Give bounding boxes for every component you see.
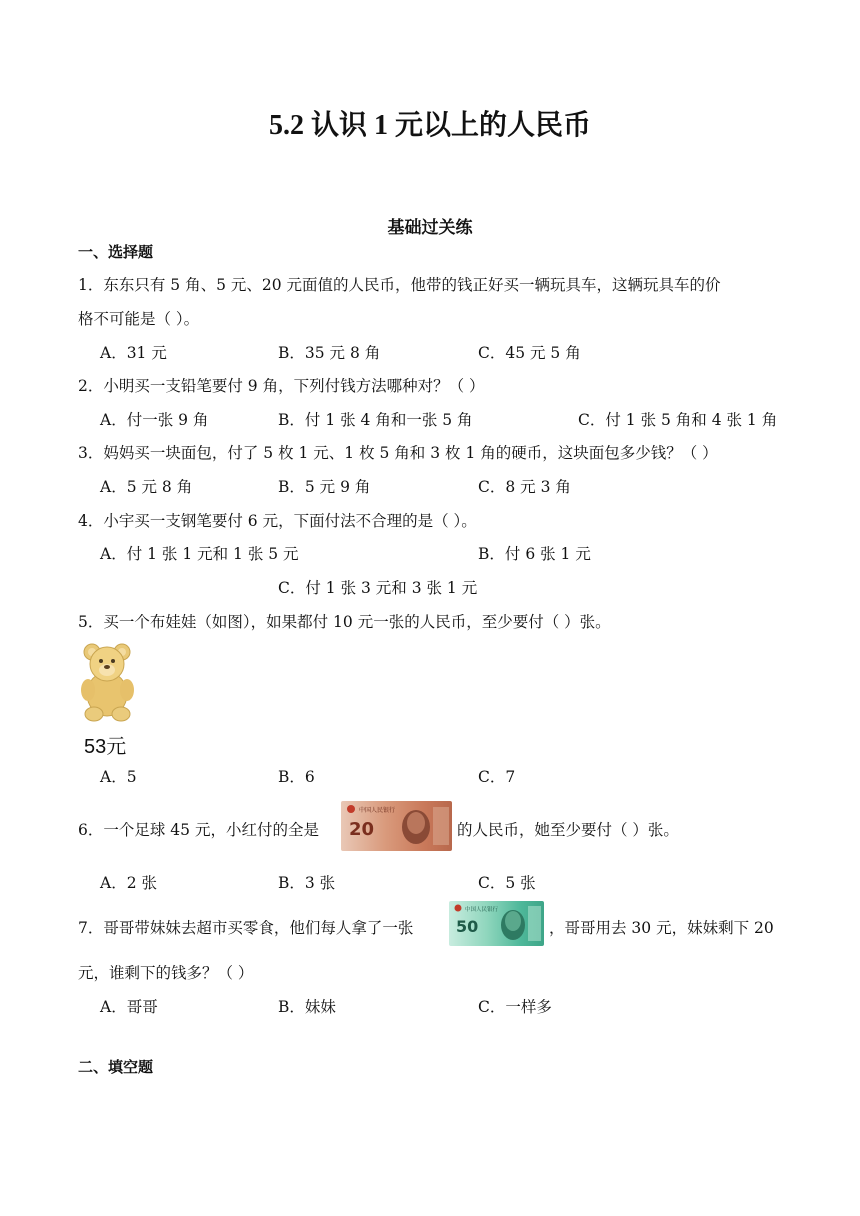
q1-option-b[interactable]: B．35 元 8 角: [278, 344, 381, 362]
q4-option-a[interactable]: A．付 1 张 1 元和 1 张 5 元: [100, 545, 299, 563]
q5-option-b[interactable]: B．6: [278, 768, 315, 786]
question-1-text: 1．东东只有 5 角、5 元、20 元面值的人民币，他带的钱正好买一辆玩具车，这辆玩具车的价: [78, 276, 721, 294]
question-6-text-cont: 的人民币，她至少要付（ ）张。: [457, 821, 679, 839]
q1-option-c[interactable]: C．45 元 5 角: [478, 344, 581, 362]
question-3-text: 3．妈妈买一块面包，付了 5 枚 1 元、1 枚 5 角和 3 枚 1 角的硬币，这块面包多少钱？（ ）: [78, 444, 718, 462]
q4-option-c[interactable]: C．付 1 张 3 元和 3 张 1 元: [278, 579, 478, 597]
q5-option-c[interactable]: C．7: [478, 768, 516, 786]
q7-option-b[interactable]: B．妹妹: [278, 998, 336, 1016]
q5-option-a[interactable]: A．5: [100, 768, 137, 786]
question-2-text: 2．小明买一支铅笔要付 9 角，下列付钱方法哪种对？（ ）: [78, 377, 485, 395]
question-1-text-cont: 格不可能是（ ）。: [78, 310, 200, 328]
fifty-yuan-note-icon: [449, 901, 544, 946]
q2-option-b[interactable]: B．付 1 张 4 角和一张 5 角: [278, 411, 473, 429]
q2-option-a[interactable]: A．付一张 9 角: [100, 411, 209, 429]
note50-value: 50: [456, 917, 479, 936]
note20-header: 中国人民银行: [359, 807, 396, 814]
q3-option-a[interactable]: A．5 元 8 角: [100, 478, 193, 496]
q7-option-a[interactable]: A．哥哥: [100, 998, 158, 1016]
q2-option-c[interactable]: C．付 1 张 5 角和 4 张 1 角: [578, 411, 778, 429]
q3-option-c[interactable]: C．8 元 3 角: [478, 478, 571, 496]
q6-option-b[interactable]: B．3 张: [278, 874, 336, 892]
doll-price-label: 53元: [84, 736, 127, 758]
section-heading-fill: 二、填空题: [78, 1058, 154, 1076]
question-7-text-line2: 元，谁剩下的钱多？（ ）: [78, 964, 254, 982]
question-6-text: 6．一个足球 45 元，小红付的全是: [78, 821, 319, 839]
teddy-bear-icon: [78, 640, 138, 722]
note50-header: 中国人民银行: [465, 907, 499, 913]
twenty-yuan-note-icon: [341, 801, 452, 851]
q4-option-b[interactable]: B．付 6 张 1 元: [478, 545, 591, 563]
note20-value: 20: [349, 819, 375, 840]
q6-option-a[interactable]: A．2 张: [100, 874, 157, 892]
question-4-text: 4．小宇买一支钢笔要付 6 元，下面付法不合理的是（ ）。: [78, 512, 477, 530]
q7-option-c[interactable]: C．一样多: [478, 998, 552, 1016]
question-5-text: 5．买一个布娃娃（如图），如果都付 10 元一张的人民币，至少要付（ ）张。: [78, 613, 611, 631]
page-title: 5.2 认识 1 元以上的人民币: [268, 110, 591, 141]
q6-option-c[interactable]: C．5 张: [478, 874, 536, 892]
section-heading-choice: 一、选择题: [78, 243, 154, 261]
q3-option-b[interactable]: B．5 元 9 角: [278, 478, 371, 496]
question-7-text: 7．哥哥带妹妹去超市买零食，他们每人拿了一张: [78, 919, 414, 937]
question-7-text-cont: ，哥哥用去 30 元，妹妹剩下 20: [549, 919, 774, 937]
q1-option-a[interactable]: A．31 元: [100, 344, 167, 362]
section-subtitle: 基础过关练: [387, 218, 473, 238]
